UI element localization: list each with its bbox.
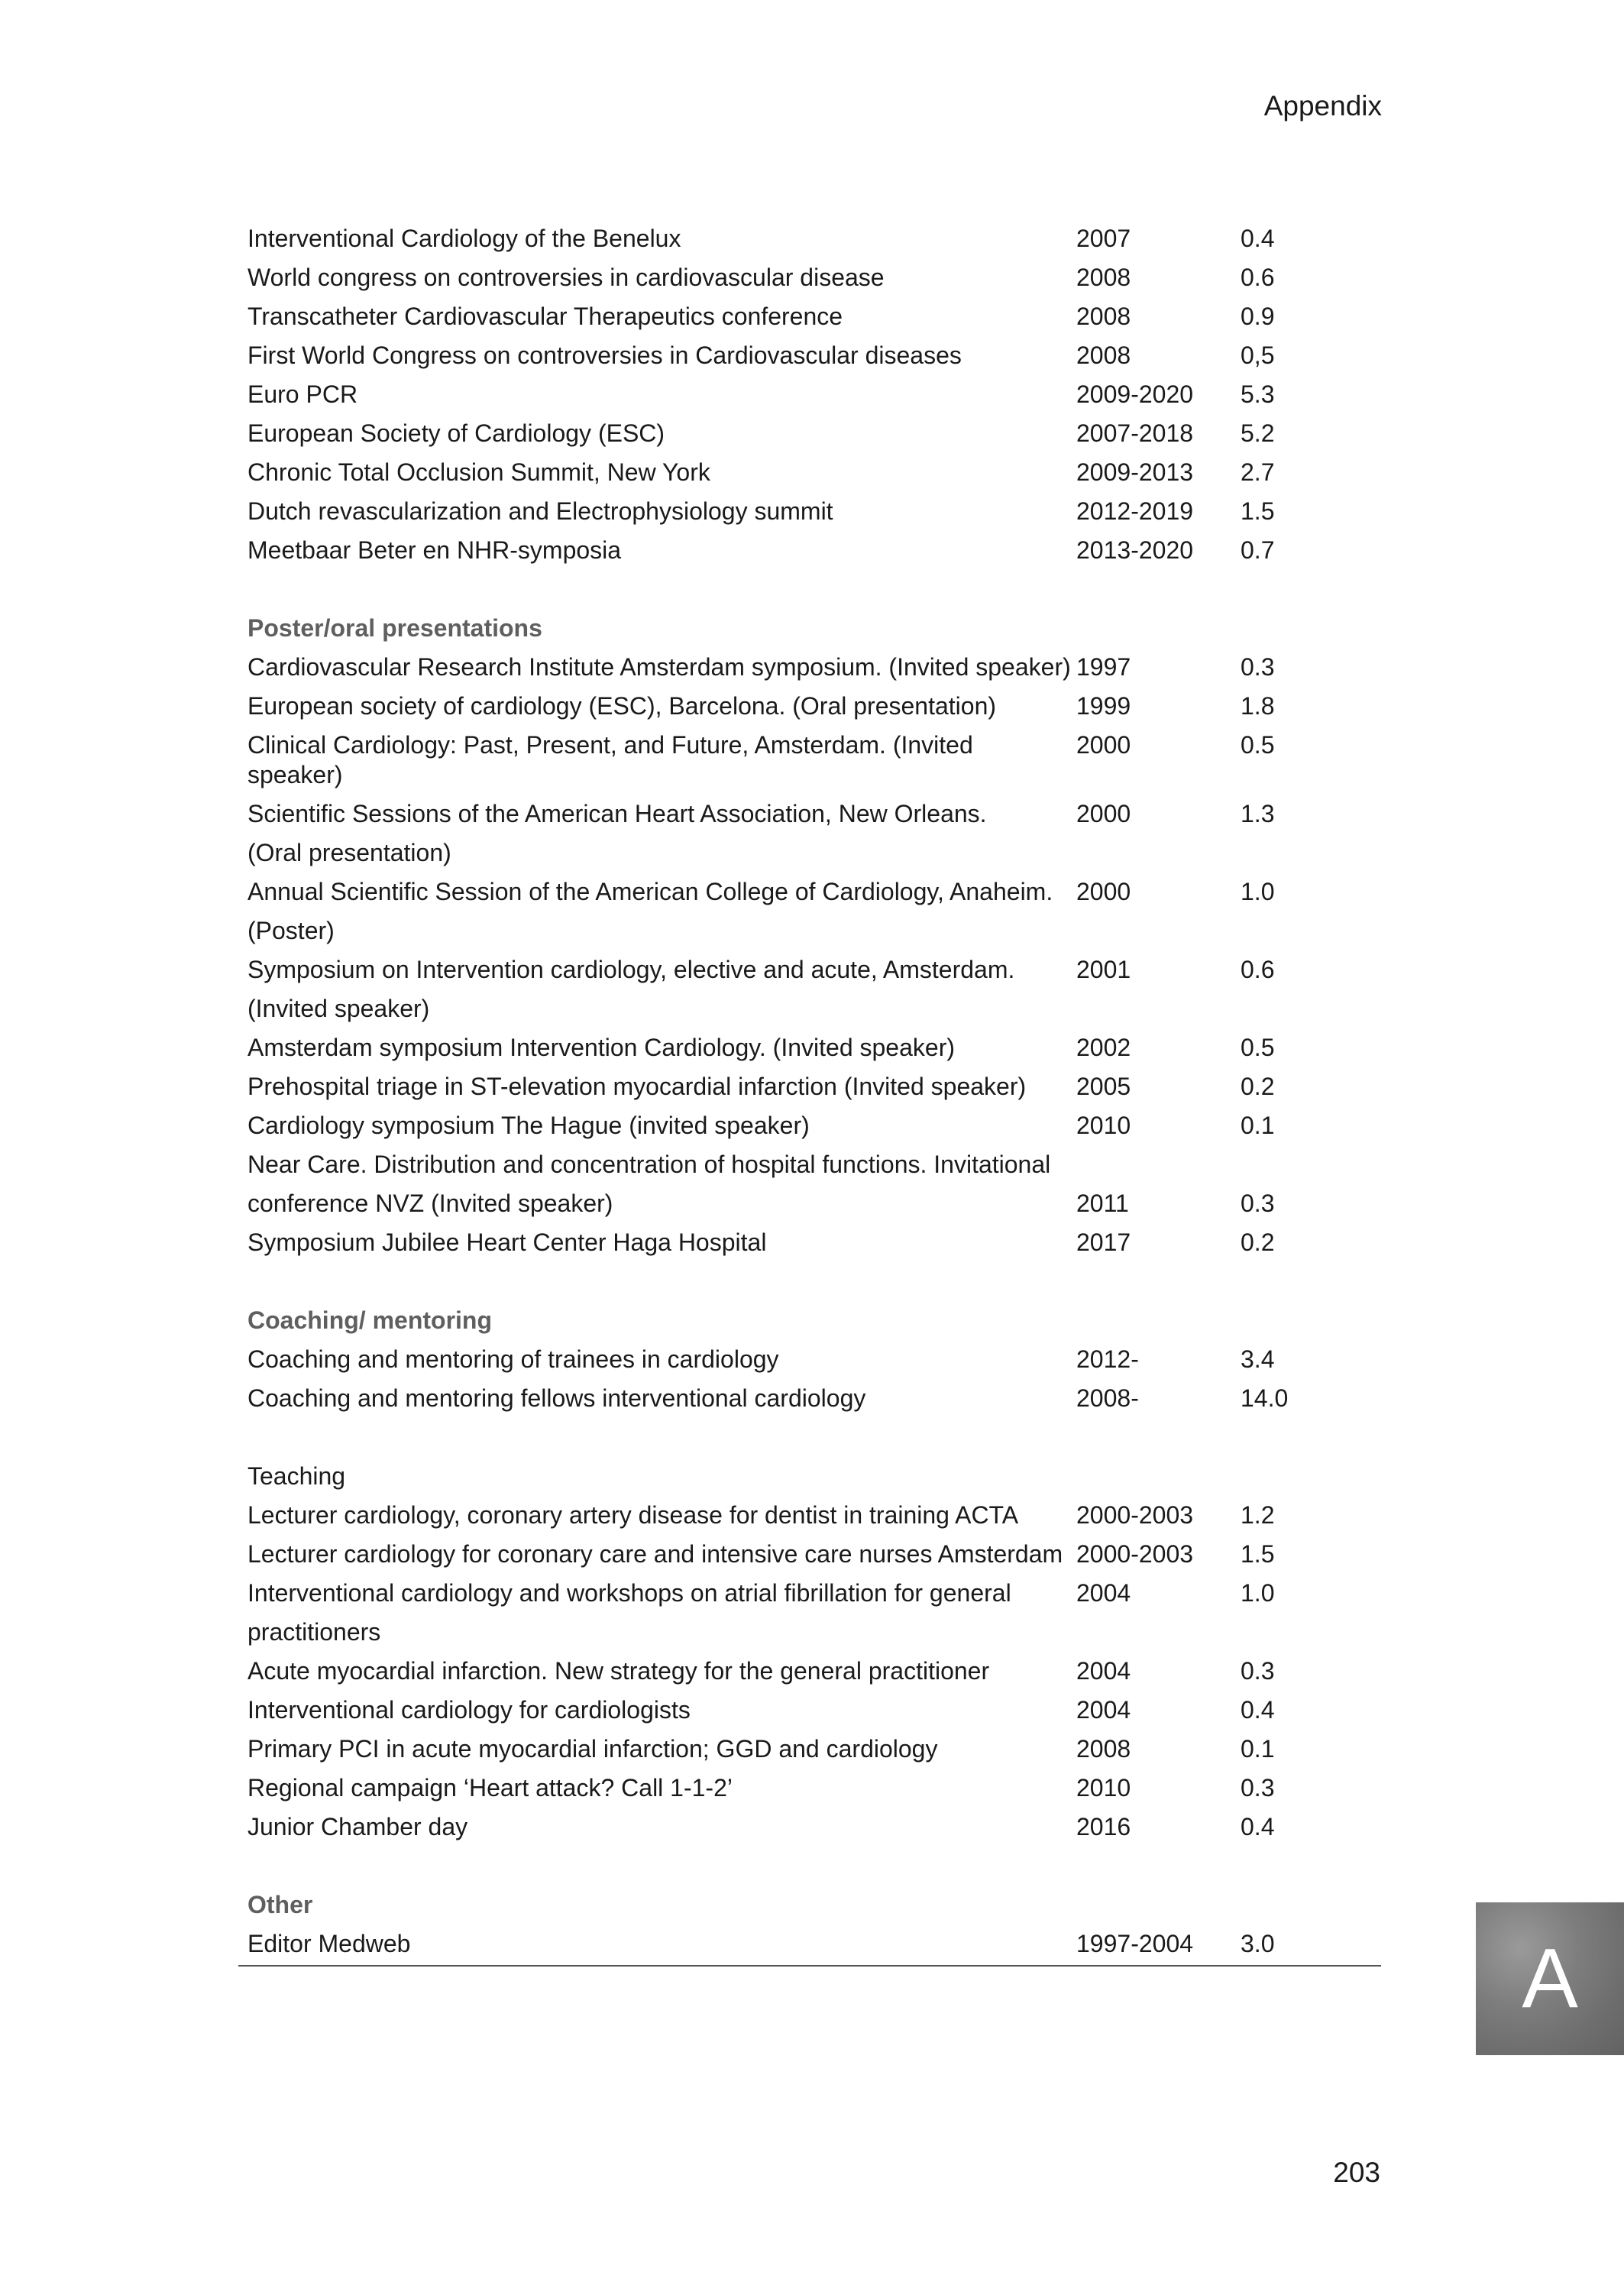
- section-heading: Other: [247, 1891, 313, 1918]
- section-gap: [238, 570, 1381, 609]
- section-gap: [238, 1262, 1381, 1301]
- activity-description: Euro PCR: [247, 380, 358, 408]
- activity-points: 2.7: [1241, 458, 1275, 486]
- activity-year: 2009-2020: [1076, 380, 1194, 408]
- activity-points: 0.4: [1241, 1696, 1275, 1724]
- activity-description: Clinical Cardiology: Past, Present, and Future, Amsterdam. (Invited speaker): [247, 731, 973, 788]
- table-row: [238, 258, 1381, 297]
- activity-year: 1999: [1076, 692, 1131, 720]
- activity-description: European Society of Cardiology (ESC): [247, 419, 665, 447]
- activity-description: Symposium on Intervention cardiology, elective and acute, Amsterdam.: [247, 956, 1015, 983]
- chapter-thumb-tab: [1476, 1902, 1624, 2055]
- activity-year: 2004: [1076, 1696, 1131, 1724]
- activity-description: Interventional cardiology for cardiologists: [247, 1696, 691, 1724]
- activity-year: 2007-2018: [1076, 419, 1194, 447]
- activity-year: 2013-2020: [1076, 536, 1194, 564]
- activity-points: 0,5: [1241, 342, 1275, 369]
- activity-points: 1.8: [1241, 692, 1275, 720]
- activity-description: Lecturer cardiology, coronary artery disease for dentist in training ACTA: [247, 1501, 1019, 1529]
- activity-year: 2016: [1076, 1813, 1131, 1840]
- table-row: [238, 336, 1381, 375]
- section-heading: Coaching/ mentoring: [247, 1306, 492, 1334]
- table-row: [238, 375, 1381, 414]
- activity-description: Dutch revascularization and Electrophysiology summit: [247, 497, 833, 525]
- activity-points: 0.3: [1241, 1774, 1275, 1802]
- table-section: [238, 1418, 1381, 1847]
- activity-description: conference NVZ (Invited speaker): [247, 1190, 613, 1217]
- activity-description: Amsterdam symposium Intervention Cardiology. (Invited speaker): [247, 1034, 955, 1061]
- activity-points: 0.5: [1241, 731, 1275, 759]
- activity-points: 0.4: [1241, 225, 1275, 252]
- activity-description: (Invited speaker): [247, 995, 430, 1022]
- section-gap: [238, 1847, 1381, 1886]
- activity-description: Meetbaar Beter en NHR-symposia: [247, 536, 622, 564]
- activity-points: 0.3: [1241, 653, 1275, 681]
- table-row: [238, 453, 1381, 492]
- activity-description: Lecturer cardiology for coronary care and intensive care nurses Amsterdam: [247, 1540, 1063, 1568]
- activity-description: Transcatheter Cardiovascular Therapeutics conference: [247, 303, 843, 330]
- activity-year: 2007: [1076, 225, 1131, 252]
- activity-year: 2004: [1076, 1579, 1131, 1607]
- activity-year: 2009-2013: [1076, 458, 1194, 486]
- table-row: [238, 1691, 1381, 1730]
- table-row: [238, 1535, 1381, 1574]
- section-heading: Poster/oral presentations: [247, 614, 542, 642]
- table-section: [238, 570, 1381, 1262]
- activity-description: Primary PCI in acute myocardial infarction; GGD and cardiology: [247, 1735, 938, 1763]
- activity-year: 2012-: [1076, 1345, 1139, 1373]
- chapter-letter: A: [1522, 1931, 1578, 2025]
- activity-year: 2008-: [1076, 1384, 1139, 1412]
- activity-description: Scientific Sessions of the American Heart Association, New Orleans.: [247, 800, 987, 827]
- activity-description: practitioners: [247, 1618, 381, 1646]
- table-section: [238, 1262, 1381, 1418]
- activity-year: 2008: [1076, 303, 1131, 330]
- activity-points: 0.3: [1241, 1190, 1275, 1217]
- table-row: [238, 687, 1381, 726]
- table-row: [238, 297, 1381, 336]
- table-row: [238, 1184, 1381, 1223]
- activity-points: 1.5: [1241, 1540, 1275, 1568]
- activity-description: (Poster): [247, 917, 335, 944]
- activity-description: Junior Chamber day: [247, 1813, 468, 1840]
- activity-year: 1997: [1076, 653, 1131, 681]
- table-row: [238, 531, 1381, 570]
- table-row: [238, 1379, 1381, 1418]
- activity-points: 0.7: [1241, 536, 1275, 564]
- table-row: [238, 1769, 1381, 1808]
- activity-year: 2017: [1076, 1229, 1131, 1256]
- table-row: [238, 1574, 1381, 1613]
- activity-points: 1.2: [1241, 1501, 1275, 1529]
- table-row: [238, 911, 1381, 950]
- activity-description: Cardiology symposium The Hague (invited speaker): [247, 1112, 810, 1139]
- activity-year: 2010: [1076, 1774, 1131, 1802]
- activity-year: 2002: [1076, 1034, 1131, 1061]
- page-number: 203: [1333, 2157, 1380, 2188]
- table-row: [238, 492, 1381, 531]
- activity-points: 1.0: [1241, 878, 1275, 905]
- activity-points: 0.9: [1241, 303, 1275, 330]
- activity-description: European society of cardiology (ESC), Barcelona. (Oral presentation): [247, 692, 997, 720]
- table-row: [238, 1925, 1381, 1963]
- activity-year: 2000: [1076, 800, 1131, 827]
- activity-description: Annual Scientific Session of the American College of Cardiology, Anaheim.: [247, 878, 1053, 905]
- activity-description: Regional campaign ‘Heart attack? Call 1-1-2’: [247, 1774, 733, 1802]
- running-head: Appendix: [1263, 90, 1382, 121]
- activity-points: 3.0: [1241, 1930, 1275, 1957]
- activity-description: Symposium Jubilee Heart Center Haga Hospital: [247, 1229, 767, 1256]
- activity-year: 2000-2003: [1076, 1501, 1194, 1529]
- activity-description: Coaching and mentoring fellows interventional cardiology: [247, 1384, 866, 1412]
- activity-year: 1997-2004: [1076, 1930, 1194, 1957]
- activity-description: First World Congress on controversies in Cardiovascular diseases: [247, 342, 962, 369]
- table-row: [238, 1106, 1381, 1145]
- table-row: [238, 1067, 1381, 1106]
- table-row: [238, 726, 1381, 795]
- activity-year: 2000-2003: [1076, 1540, 1194, 1568]
- table-row: [238, 1028, 1381, 1067]
- table-row: [238, 648, 1381, 687]
- activity-points: 0.3: [1241, 1657, 1275, 1685]
- activity-year: 2008: [1076, 264, 1131, 291]
- activity-points: 1.5: [1241, 497, 1275, 525]
- section-heading: Teaching: [247, 1462, 346, 1490]
- activity-description: World congress on controversies in cardiovascular disease: [247, 264, 885, 291]
- table-bottom-rule: [238, 1965, 1381, 1967]
- activity-description: (Oral presentation): [247, 839, 451, 866]
- activity-year: 2004: [1076, 1657, 1131, 1685]
- table-row: [238, 1340, 1381, 1379]
- activity-points: 0.2: [1241, 1229, 1275, 1256]
- activity-points: 5.2: [1241, 419, 1275, 447]
- table-row: [238, 795, 1381, 834]
- table-row: [238, 1808, 1381, 1847]
- activity-points: 0.6: [1241, 956, 1275, 983]
- table-row: [238, 989, 1381, 1028]
- activity-year: 2008: [1076, 1735, 1131, 1763]
- activity-points: 14.0: [1241, 1384, 1289, 1412]
- activity-points: 0.4: [1241, 1813, 1275, 1840]
- table-row: [238, 872, 1381, 911]
- activity-points: 0.2: [1241, 1073, 1275, 1100]
- activity-points: 1.3: [1241, 800, 1275, 827]
- table-row: [238, 1652, 1381, 1691]
- activity-description: Interventional cardiology and workshops on atrial fibrillation for general: [247, 1579, 1011, 1607]
- activity-description: Interventional Cardiology of the Benelux: [247, 225, 681, 252]
- activity-description: Cardiovascular Research Institute Amsterdam symposium. (Invited speaker): [247, 653, 1071, 681]
- activity-description: Acute myocardial infarction. New strategy for the general practitioner: [247, 1657, 990, 1685]
- table-section: [238, 1847, 1381, 1963]
- table-row: [238, 834, 1381, 872]
- activity-year: 2005: [1076, 1073, 1131, 1100]
- portfolio-table: [238, 219, 1381, 1967]
- table-row: [238, 1496, 1381, 1535]
- table-row: [238, 1145, 1381, 1184]
- activity-description: Near Care. Distribution and concentration of hospital functions. Invitational: [247, 1151, 1051, 1178]
- table-row: [238, 1223, 1381, 1262]
- table-row: [238, 950, 1381, 989]
- activity-description: Chronic Total Occlusion Summit, New York: [247, 458, 710, 486]
- activity-year: 2012-2019: [1076, 497, 1194, 525]
- activity-year: 2010: [1076, 1112, 1131, 1139]
- table-row: [238, 219, 1381, 258]
- table-row: [238, 1730, 1381, 1769]
- activity-points: 1.0: [1241, 1579, 1275, 1607]
- activity-description: Editor Medweb: [247, 1930, 411, 1957]
- activity-points: 5.3: [1241, 380, 1275, 408]
- activity-description: Coaching and mentoring of trainees in cardiology: [247, 1345, 779, 1373]
- activity-points: 0.1: [1241, 1112, 1275, 1139]
- activity-year: 2008: [1076, 342, 1131, 369]
- activity-year: 2011: [1076, 1190, 1129, 1217]
- activity-year: 2000: [1076, 731, 1131, 759]
- activity-points: 0.6: [1241, 264, 1275, 291]
- activity-points: 3.4: [1241, 1345, 1275, 1373]
- table-section: [238, 219, 1381, 570]
- activity-description: Prehospital triage in ST-elevation myocardial infarction (Invited speaker): [247, 1073, 1027, 1100]
- activity-points: 0.5: [1241, 1034, 1275, 1061]
- table-row: [238, 1613, 1381, 1652]
- activity-year: 2000: [1076, 878, 1131, 905]
- activity-year: 2001: [1076, 956, 1131, 983]
- section-gap: [238, 1418, 1381, 1457]
- activity-points: 0.1: [1241, 1735, 1275, 1763]
- table-row: [238, 414, 1381, 453]
